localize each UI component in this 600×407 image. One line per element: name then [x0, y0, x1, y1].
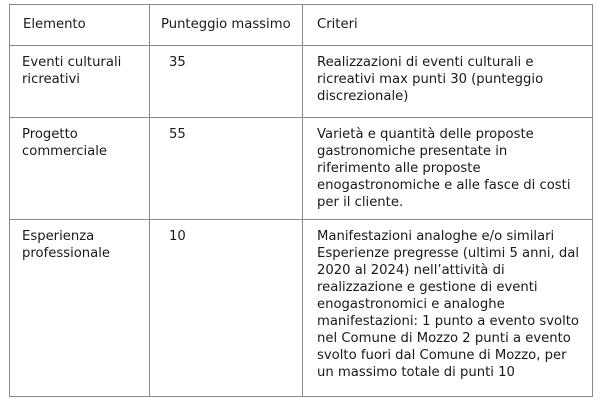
- cell-punteggio: [150, 46, 303, 118]
- cell-elemento: [10, 46, 150, 118]
- punteggio-value: 55: [169, 127, 186, 142]
- table-row: [10, 118, 593, 220]
- punteggio-value: 35: [169, 55, 186, 70]
- criteria-table: [9, 4, 593, 397]
- criteri-text: Realizzazioni di eventi culturali e ricreativi max punti 30 (punteggio discrezionale): [317, 55, 544, 104]
- cell-elemento: [10, 220, 150, 397]
- table-row: [10, 220, 593, 397]
- elemento-text: Progetto commerciale: [22, 127, 108, 159]
- cell-punteggio: [150, 118, 303, 220]
- header-cell-punteggio: [150, 5, 303, 46]
- cell-punteggio: [150, 220, 303, 397]
- table-header-row: [10, 5, 593, 46]
- elemento-text: Eventi culturali ricreativi: [22, 55, 122, 87]
- header-label: Criteri: [317, 17, 358, 32]
- elemento-text: Esperienza professionale: [22, 229, 111, 261]
- header-cell-elemento: [10, 5, 150, 46]
- cell-criteri: [303, 118, 593, 220]
- cell-criteri: [303, 46, 593, 118]
- table-row: [10, 46, 593, 118]
- header-label: Punteggio massimo: [161, 17, 291, 32]
- cell-elemento: [10, 118, 150, 220]
- header-cell-criteri: [303, 5, 593, 46]
- criteri-text: Manifestazioni analoghe e/o similari Esperienze pregresse (ultimi 5 anni, dal 2020 al 2024) nell’attività di realizzazione e gestione di eventi enogastronomici e analoghe manifestazioni: 1 punto a evento svolto nel Comune di Mozzo 2 punti a evento svolto fuori dal Comune di Mozzo, per un massimo totale di punti 10: [317, 229, 579, 380]
- punteggio-value: 10: [169, 229, 186, 244]
- header-label: Elemento: [23, 17, 86, 32]
- criteri-text: Varietà e quantità delle proposte gastronomiche presentate in riferimento alle proposte enogastronomiche e alle fasce di costi per il cliente.: [317, 127, 571, 210]
- cell-criteri: [303, 220, 593, 397]
